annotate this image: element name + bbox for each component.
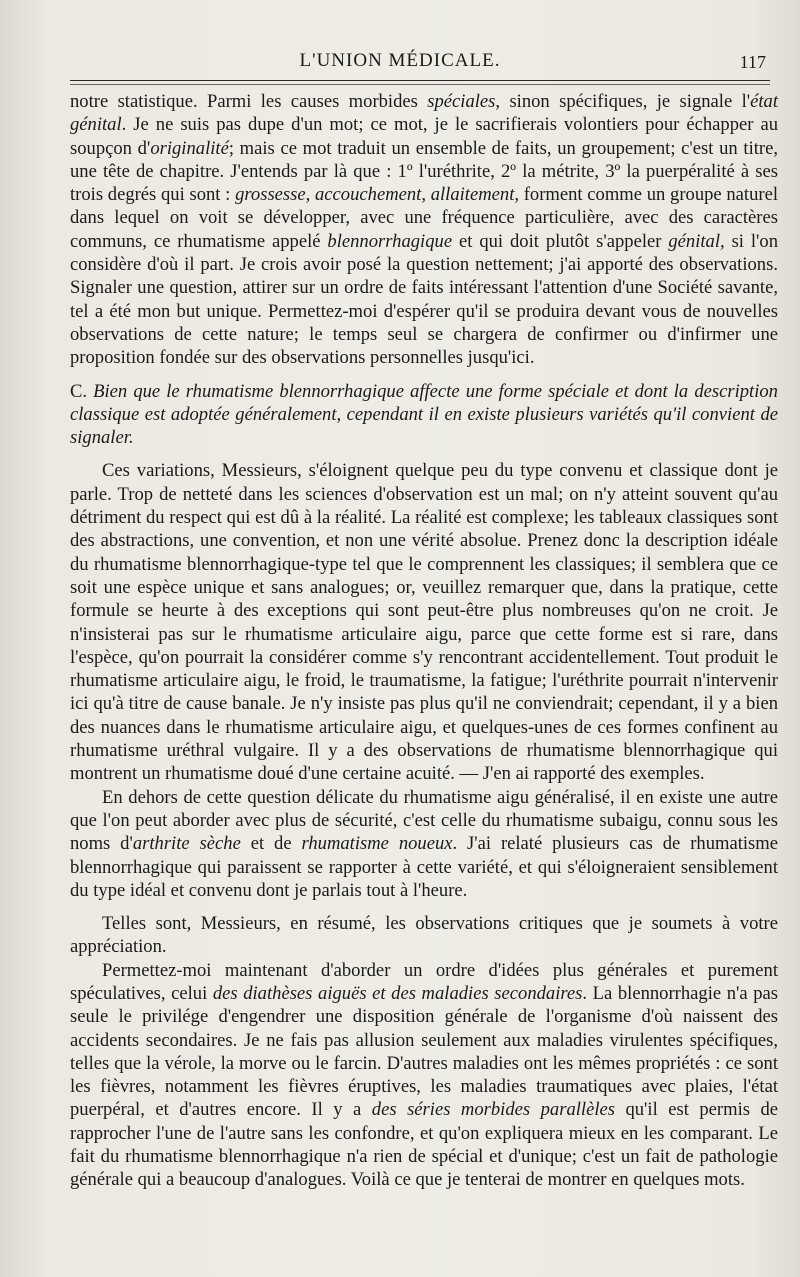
text-run: qu'il est permis de rapprocher l'une de l'autre sans les confondre, et qu'on expliquera mieux en les comparant. Le fait du rhumatisme blennorrhagique n'a rien de spécial et d'unique; c'est un fait de pathologie générale qui a beaucoup d'analogues. Voilà ce que je tenterai de montrer en quelques mots. xyxy=(70,1099,778,1191)
text-run: et de xyxy=(240,833,302,855)
italic-run: des séries morbides parallèles xyxy=(371,1099,615,1121)
running-head xyxy=(0,46,800,76)
body-text xyxy=(70,90,778,1192)
text-run: notre statistique. Parmi les causes morbides xyxy=(70,91,428,112)
italic-run: originalité xyxy=(150,137,229,159)
italic-run: des diathèses aiguës et des maladies secondaires xyxy=(212,982,583,1004)
text-run: ; mais ce mot traduit un ensemble de faits, un groupement; c'est un titre, une tête de chapitre. J'entends par là que : 1º l'uréthrite, 2º la métrite, 3º la puerpéralité à ses trois degrés qui sont : xyxy=(70,137,778,206)
paragraph-rhumatisme-subaigu xyxy=(70,786,778,902)
italic-run: blennorrhagique xyxy=(327,230,453,252)
italic-run: rhumatisme noueux xyxy=(301,833,453,855)
text-run: , sinon spécifiques, je signale l' xyxy=(495,91,751,112)
header-rule-thin xyxy=(70,84,770,85)
text-run: forment comme un groupe naturel dans lequel on voit se développer, avec une fréquence particulière, avec des caractères communs, ce rhumatisme appelé xyxy=(70,184,778,252)
italic-run: grossesse, accouchement, allaitement, xyxy=(235,184,520,206)
paragraph-statistique xyxy=(70,90,778,370)
italic-run: arthrite sèche xyxy=(132,833,241,855)
text-run: . La blennorrhagie n'a pas seule le privilége d'engendrer une disposition générale de l'organisme d'où naissent des accidents secondaires. Je ne fais pas allusion seulement aux maladies virulentes spécifiques, telles que la vérole, la morve ou le farcin. D'autres maladies ont les mêmes propriétés : ce sont les fièvres, notamment les fièvres éruptives, les maladies traumatiques avec plaies, l'état puerpéral, et d'autres encore. Il y a xyxy=(70,982,778,1121)
italic-run: état génital xyxy=(70,91,778,136)
section-heading-c xyxy=(70,380,778,450)
text-run: . J'ai relaté plusieurs cas de rhumatisme blennorrhagique qui paraissent se rapporter à cette variété, et qui s'éloigneraient sensiblement du type idéal et convenu dont je parlais tout à l'heure. xyxy=(70,833,778,901)
text-run: si l'on considère d'où il part. Je crois avoir posé la question nettement; j'ai apporté des observations. Signaler une question, attirer sur un ordre de faits intéressant l'attention d'une Société savante, tel a été mon but unique. Permettez-moi d'espérer qu'il se produira devant vous de nouvelles observations de cette nature; le temps seul se chargera de confirmer ou d'infirmer une proposition fondée sur des observations personnelles jusqu'ici. xyxy=(70,230,778,369)
paragraph-diatheses xyxy=(70,959,778,1192)
paragraph-resume: Telles sont, Messieurs, en résumé, les observations critiques que je soumets à votre appréciation. xyxy=(70,913,778,958)
section-heading-text: Bien que le rhumatisme blennorrhagique affecte une forme spéciale et dont la description classique est adoptée généralement, cependant il en existe plusieurs variétés qu'il convient de signaler. xyxy=(70,380,778,449)
text-run: . Je ne suis pas dupe d'un mot; ce mot, je le sacrifierais volontiers pour échapper au soupçon d' xyxy=(70,114,778,159)
italic-run: génital, xyxy=(668,230,725,252)
running-title: L'UNION MÉDICALE. xyxy=(299,50,501,71)
page-number: 117 xyxy=(739,52,766,72)
text-run: Permettez-moi maintenant d'aborder un ordre d'idées plus générales et purement spéculatives, celui xyxy=(70,959,778,1004)
section-letter: C. xyxy=(70,380,88,402)
paragraph-variations: Ces variations, Messieurs, s'éloignent quelque peu du type convenu et classique dont je parle. Trop de netteté dans les sciences d'observation est un mal; on n'y atteint souvent qu'au détriment du respect qui est dû à la réalité. La réalité est complexe; les tableaux classiques sont des abstractions, une convention, et non une vérité absolue. Prenez donc la description idéale du rhumatisme blennorrhagique-type tel que le comprennent les classiques; il semblera que ce soit une espèce unique et sans analogues; or, veuillez remarquer que, dans la pratique, cette formule se heurte à des exceptions qui sont peut-être plus nombreuses qu'on ne croit. Je n'insisterai pas sur le rhumatisme articulaire aigu, parce que cette forme est si rare, dans l'espèce, qu'on pourrait la considérer comme s'y rencontrant accidentellement. Tout produit le rhumatisme articulaire aigu, le froid, le traumatisme, la fatigue; l'uréthrite pourrait n'intervenir ici qu'à titre de cause banale. Je n'y insiste pas plus qu'il ne conviendrait; cependant, il y a bien des nuances dans le rhumatisme articulaire aigu, et quelques-unes de ces formes confinent au rhumatisme uréthral vulgaire. Il y a des observations de rhumatisme blennorrhagique qui montrent un rhumatisme doué d'une certaine acuité. — J'en ai rapporté des exemples. xyxy=(70,460,778,785)
text-run: En dehors de cette question délicate du rhumatisme aigu généralisé, il en existe une autre que l'on peut aborder avec plus de sécurité, c'est celle du rhumatisme subaigu, connu sous les noms d' xyxy=(70,786,778,855)
header-rule xyxy=(70,80,770,81)
text-run: et qui doit plutôt s'appeler xyxy=(452,230,669,252)
italic-run: spéciales xyxy=(427,91,496,112)
